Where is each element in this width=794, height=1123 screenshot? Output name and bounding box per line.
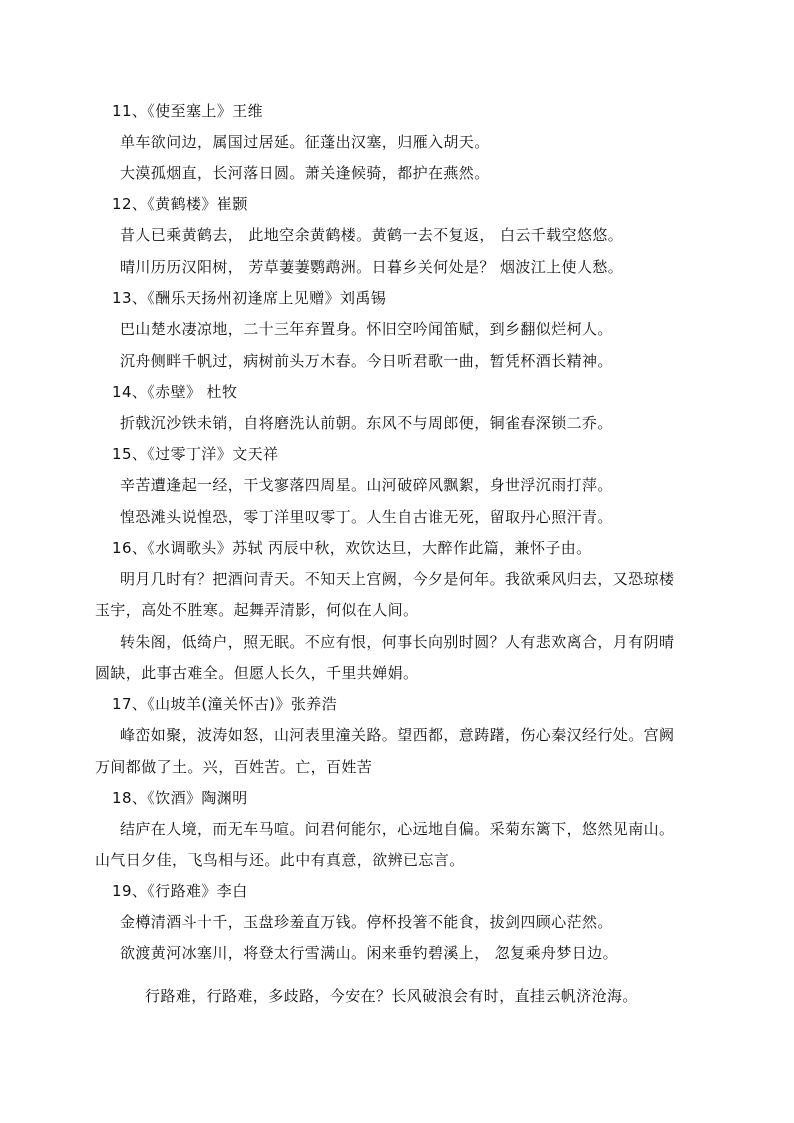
poem-line: 结庐在人境，而无车马喧。问君何能尔，心远地自偏。采菊东篱下，悠然见南山。 [120,820,675,838]
poem-line: 惶恐滩头说惶恐，零丁洋里叹零丁。人生自古谁无死，留取丹心照汗青。 [120,508,613,526]
poem-line: 辛苦遭逢起一经，干戈寥落四周星。山河破碎风飘絮，身世浮沉雨打萍。 [120,476,613,494]
poem-line: 单车欲问边，属国过居延。征蓬出汉塞，归雁入胡天。 [120,133,490,151]
poem-title-11: 11、《使至塞上》王维 [112,102,263,120]
poem-line: 峰峦如聚，波涛如怒，山河表里潼关路。望西都，意踌躇，伤心秦汉经行处。宫阙 [120,726,675,744]
poem-title-12: 12、《黄鹤楼》崔颢 [112,195,248,213]
poem-line: 转朱阁，低绮户，照无眠。不应有恨，何事长向别时圆？人有悲欢离合，月有阴晴 [120,633,675,651]
poem-line: 折戟沉沙铁未销，自将磨洗认前朝。东风不与周郎便，铜雀春深锁二乔。 [120,414,613,432]
poem-line: 沉舟侧畔千帆过，病树前头万木春。今日听君歌一曲，暂凭杯酒长精神。 [120,352,613,370]
poem-line: 大漠孤烟直，长河落日圆。萧关逢候骑，都护在燕然。 [120,164,490,182]
poem-line: 昔人已乘黄鹤去， 此地空余黄鹤楼。黄鹤一去不复返， 白云千载空悠悠。 [120,226,624,244]
poem-line: 晴川历历汉阳树， 芳草萋萋鹦鹉洲。日暮乡关何处是？ 烟波江上使人愁。 [120,258,624,276]
poem-title-18: 18、《饮酒》陶渊明 [112,789,248,807]
poem-line: 欲渡黄河冰塞川，将登太行雪满山。闲来垂钓碧溪上， 忽复乘舟梦日边。 [120,944,618,962]
poem-line: 山气日夕佳，飞鸟相与还。此中有真意，欲辨已忘言。 [95,851,465,869]
poem-line: 明月几时有？把酒问青天。不知天上宫阙，今夕是何年。我欲乘风归去，又恐琼楼 [120,570,675,588]
poem-line: 圆缺，此事古难全。但愿人长久，千里共婵娟。 [95,664,419,682]
poem-line: 玉宇，高处不胜寒。起舞弄清影，何似在人间。 [95,601,419,619]
poem-title-15: 15、《过零丁洋》文天祥 [112,445,279,463]
poem-title-14: 14、《赤壁》 杜牧 [112,383,238,401]
poem-line: 巴山楚水凄凉地，二十三年弃置身。怀旧空吟闻笛赋，到乡翻似烂柯人。 [120,320,613,338]
poem-line: 金樽清酒斗十千，玉盘珍羞直万钱。停杯投箸不能食，拔剑四顾心茫然。 [120,913,613,931]
poem-title-13: 13、《酬乐天扬州初逢席上见赠》刘禹锡 [112,289,387,307]
poem-line: 行路难，行路难，多歧路，今安在？长风破浪会有时，直挂云帆济沧海。 [145,987,638,1005]
poem-title-16: 16、《水调歌头》苏轼 丙辰中秋，欢饮达旦，大醉作此篇，兼怀子由。 [112,539,592,557]
poem-line: 万间都做了土。兴，百姓苦。亡，百姓苦 [95,758,373,776]
poem-title-17: 17、《山坡羊(潼关怀古)》张养浩 [112,695,338,713]
poem-title-19: 19、《行路难》李白 [112,882,248,900]
